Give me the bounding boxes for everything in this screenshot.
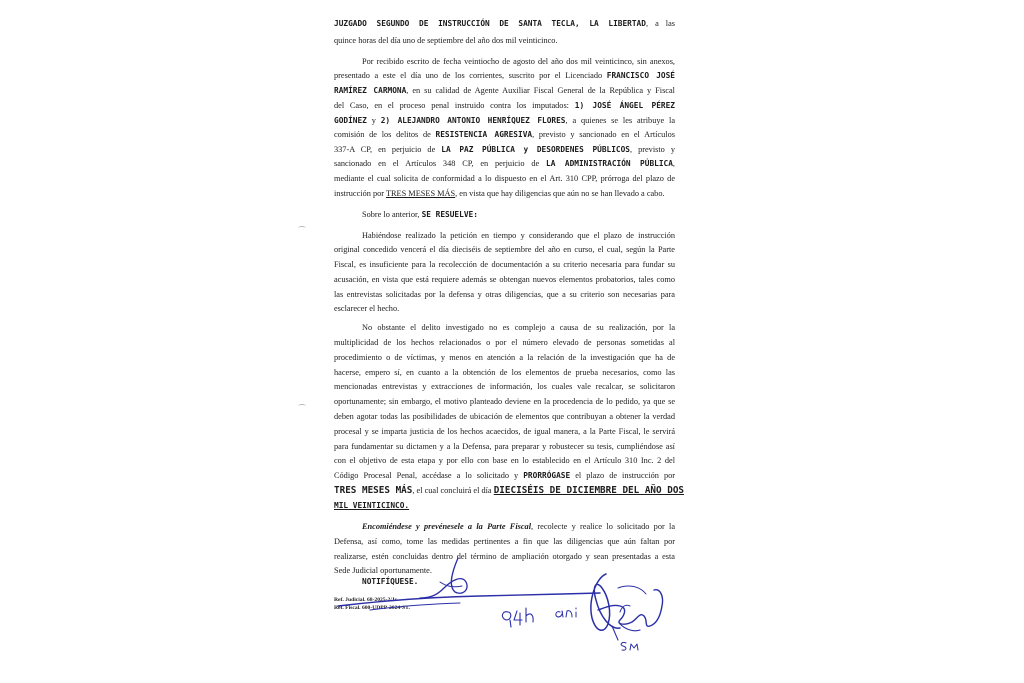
p2-line-4: acusación, en vista que está requiere además se obtengan nuevos elementos probatorios, tales como	[334, 275, 675, 284]
p4-line-3: realizarse, estén concluidas dentro del término de ampliación otorgado y sean presentadas a esta	[334, 552, 675, 561]
p1-line-5: GODÍNEZ y 2) ALEJANDRO ANTONIO HENRÍQUEZ FLORES, a quienes se les atribuye la	[334, 116, 676, 125]
p4-line-1: Encomiéndese y prevénesele a la Parte Fiscal, recolecte y realice lo solicitado por la	[362, 522, 676, 531]
p3-line-10: con el objetivo de esta etapa y por ello con base en lo establecido en el Artículo 310 Inc. 2 del	[334, 456, 675, 465]
p3-line-3: procedimiento o de víctimas, y menos en atención a la relación de la investigación que ha de	[334, 353, 675, 362]
court-name: JUZGADO SEGUNDO DE INSTRUCCIÓN DE SANTA TECLA, LA LIBERTAD	[334, 19, 646, 28]
p1-line-1: Por recibido escrito de fecha veintiocho de agosto del año dos mil veinticinco, sin anexos,	[362, 57, 675, 66]
tres-meses-underlined: TRES MESES MÁS	[385, 189, 456, 198]
p3-line-2: multiplicidad de los hechos relacionados o por el número elevado de personas sometidas al	[334, 338, 675, 347]
p2-line-2: original concedido vencerá el día dieciséis de septiembre del año en curso, el cual, según la Parte	[334, 245, 675, 254]
p3-line-13: MIL VEINTICINCO.	[334, 501, 410, 510]
end-date-underlined: DIECISÉIS DE DICIEMBRE DEL AÑO DOS	[493, 485, 685, 496]
ref-fiscal: Ref. Fiscal. 600-UDPP-2024-ST.	[334, 605, 410, 611]
p3-line-7: deben agotar todas las posibilidades de ubicación de elementos que contribuyan a obtener la verdad	[334, 412, 675, 421]
p1-line-3: RAMÍREZ CARMONA, en su calidad de Agente Auxiliar Fiscal General de la República y Fiscal	[334, 86, 675, 95]
p2-line-5: las entrevistas solicitadas por la defensa y otras diligencias, que a su criterio son necesarias para	[334, 290, 675, 299]
p4-line-2: Defensa, así como, tome las medidas pertinentes a fin que las diligencias que aún faltan por	[334, 537, 675, 546]
p1-line-7: 337-A CP, en perjuicio de LA PAZ PÚBLICA y DESORDENES PÚBLICOS, previsto y	[334, 145, 675, 154]
header-tail: , a las	[645, 19, 675, 28]
p3-line-4: hacerse, empero sí, en cuanto a la obtención de los elementos de prueba necesarios, como las	[334, 368, 675, 377]
p3-line-6: oportunamente; sin embargo, el motivo planteado deviene en la procedencia de lo pedido, ya que se	[334, 397, 675, 406]
resuelve-line: Sobre lo anterior, SE RESUELVE:	[362, 210, 478, 219]
p2-line-1: Habiéndose realizado la petición en tiempo y considerando que el plazo de instrucción	[362, 231, 675, 240]
p3-line-12: TRES MESES MÁS, el cual concluirá el día DIECISÉIS DE DICIEMBRE DEL AÑO DOS	[334, 485, 685, 496]
p3-line-8: procesal y se imparta justicia de los hechos acaecidos, de igual manera, a la Parte Fiscal, le servirá	[334, 427, 675, 436]
p3-line-5: mencionadas entrevistas y extracciones de información, los cuales vale recalcar, se solicitaron	[334, 382, 675, 391]
p1-line-6: comisión de los delitos de RESISTENCIA AGRESIVA, previsto y sancionado en el Artículos	[334, 130, 675, 139]
notifiquese: NOTIFÍQUESE.	[362, 577, 419, 586]
p3-line-11: Código Procesal Penal, accédase a lo solicitado y PRORRÓGASE el plazo de instrucción por	[334, 471, 676, 480]
p3-line-1: No obstante el delito investigado no es complejo a causa de su realización, por la	[362, 323, 675, 332]
p1-line-4: del Caso, en el proceso penal instruido contra los imputados: 1) JOSÉ ÁNGEL PÉREZ	[334, 101, 675, 110]
p1-line-2: presentado a este el día uno de los corrientes, suscrito por el Licenciado FRANCISCO JOSÉ	[334, 71, 675, 80]
p3-line-9: para fundamentar su dictamen y a la Defensa, para preparar y robustecer su tesis, cumpliéndose así	[334, 442, 675, 451]
p1-line-9: mediante el cual solicita de conformidad a lo dispuesto en el Art. 310 CPP, prórroga del plazo de	[334, 174, 675, 183]
p1-line-8: sancionado en el Artículos 348 CP, en perjuicio de LA ADMINISTRACIÓN PÚBLICA,	[334, 159, 675, 168]
p4-line-4: Sede Judicial oportunamente.	[334, 566, 432, 575]
ref-judicial: Ref. Judicial. 68-2025-2/Jc	[334, 597, 398, 603]
p2-line-3: Fiscal, es insuficiente para la recolección de documentación a su criterio necesaria para fundar su	[334, 260, 675, 269]
p1-line-10: instrucción por TRES MESES MÁS, en vista que hay diligencias que aún no se han llevado a cabo.	[334, 189, 665, 198]
header-line-2: quince horas del día uno de septiembre del año dos mil veinticinco.	[334, 36, 558, 45]
p2-line-6: esclarecer el hecho.	[334, 304, 400, 313]
